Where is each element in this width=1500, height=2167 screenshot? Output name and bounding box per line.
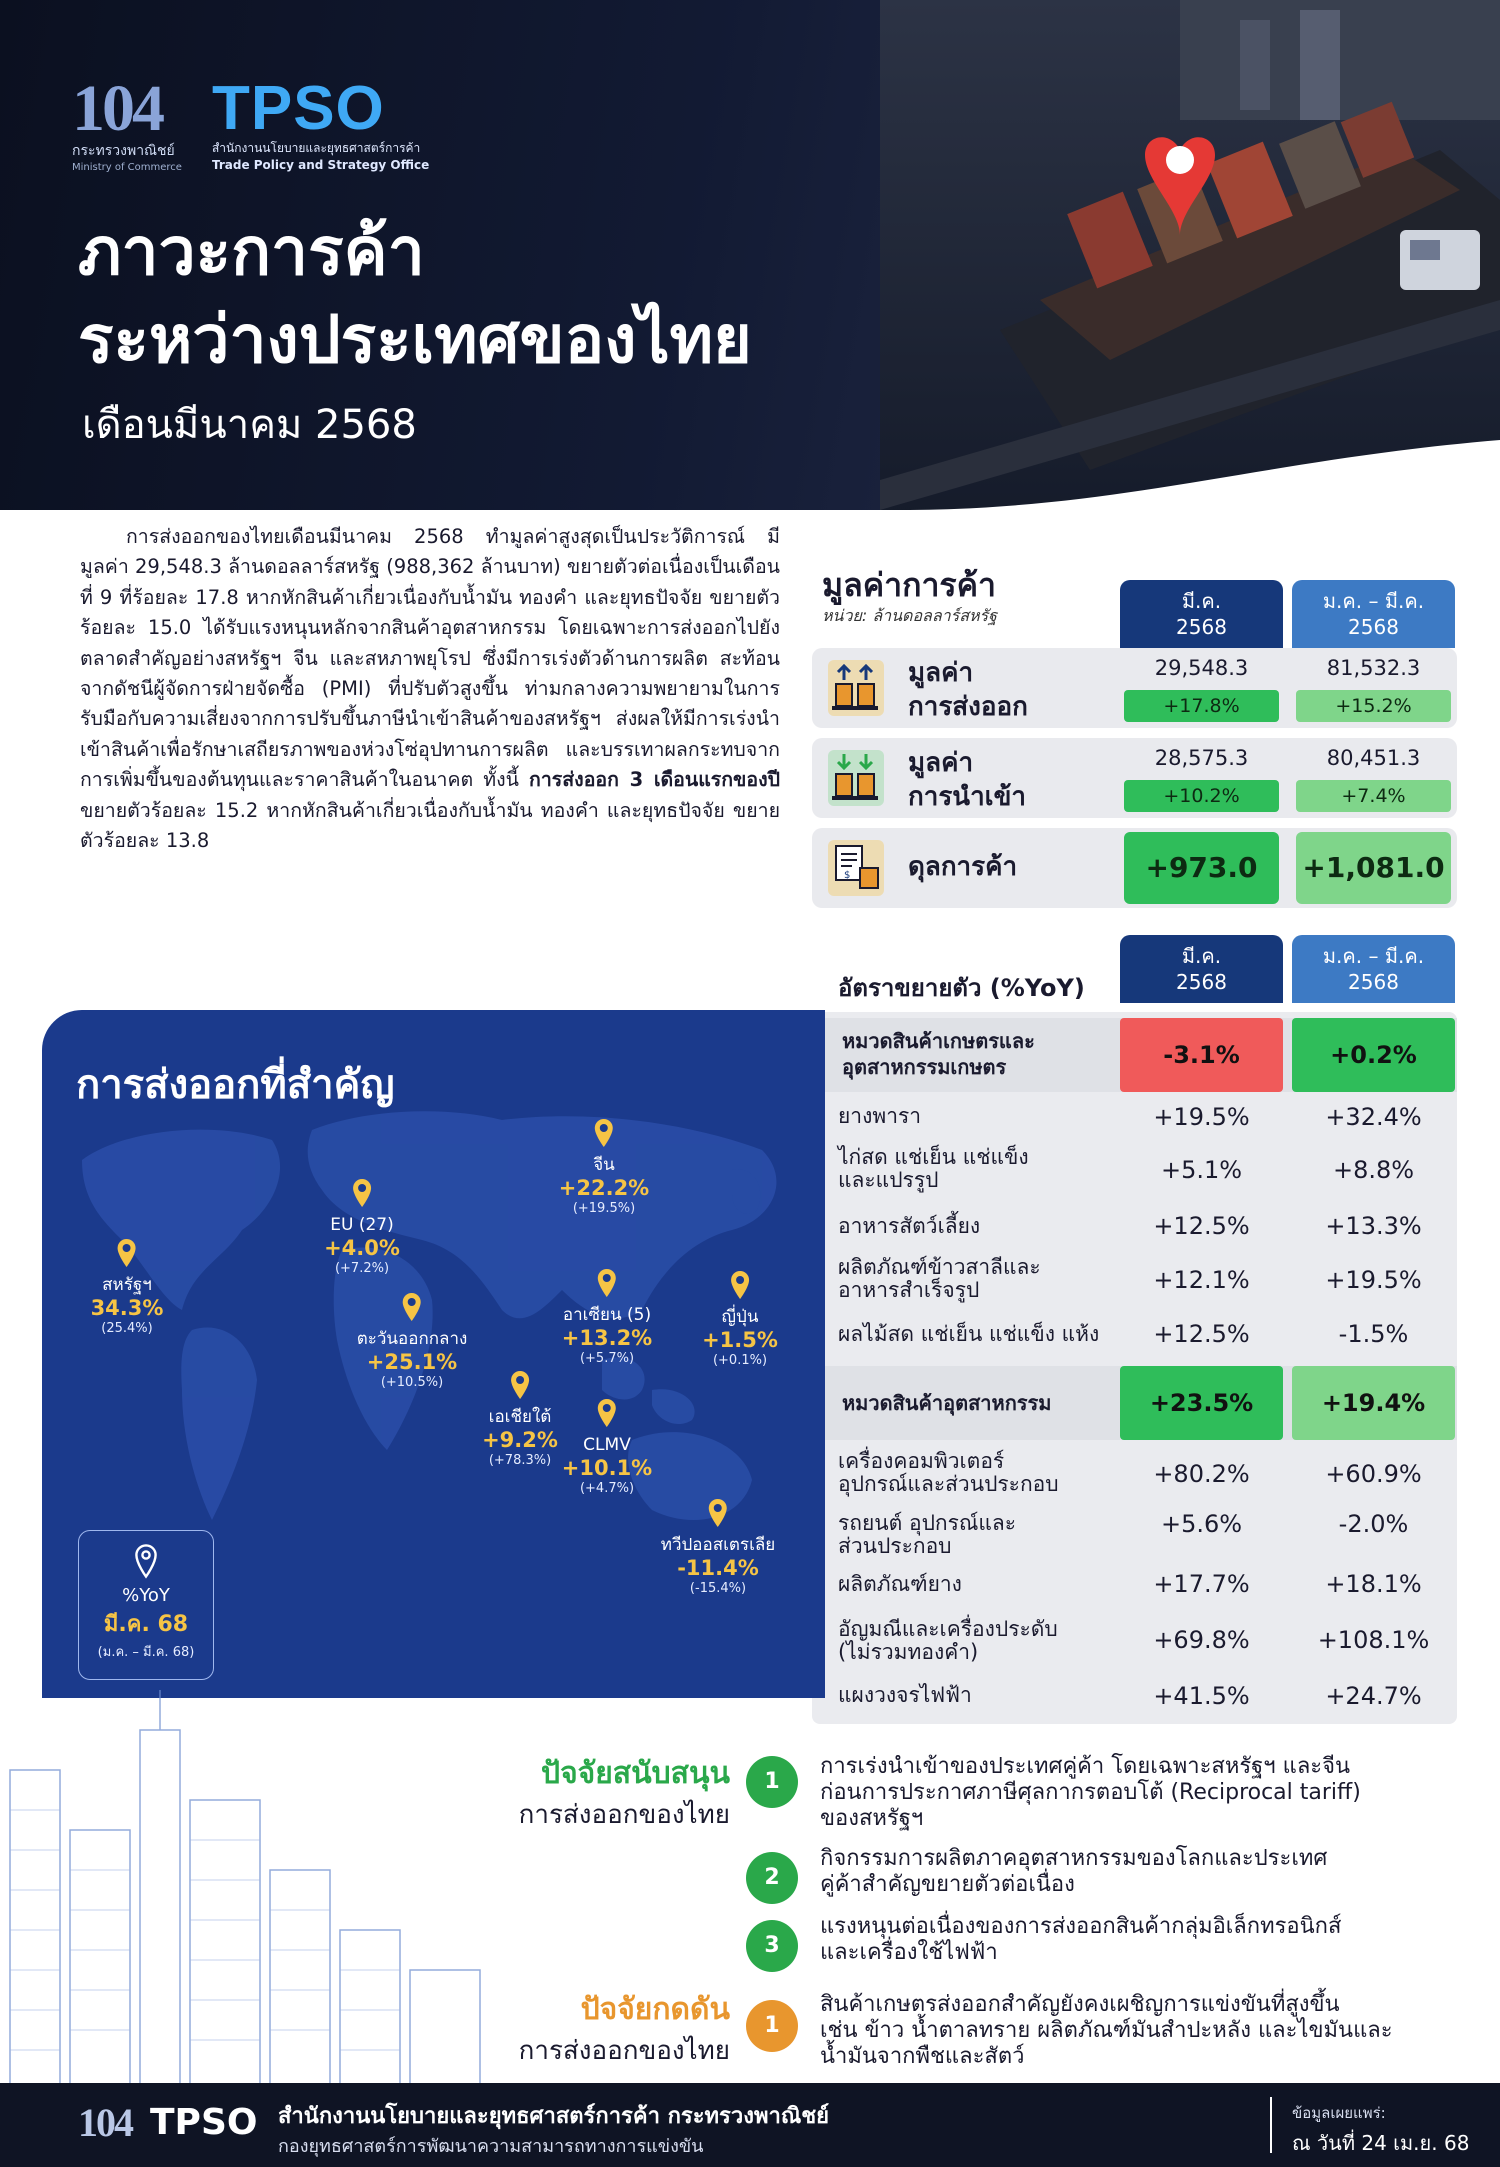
marker-pct: 34.3% [90,1296,164,1320]
support-item-2 [820,1846,1460,1898]
map-marker-middle-east [357,1292,468,1392]
map-marker-usa [91,1238,164,1338]
marker-pct: +1.5% [702,1328,778,1352]
trade-value-unit: หน่วย: ล้านดอลลาร์สหรัฐ [822,606,997,625]
industry-item-label [838,1450,1168,1496]
text-line1: สินค้าเกษตรส่งออกสำคัญยังคงเผชิญการแข่งขันที่สูงขึ้น [820,1992,1340,2017]
intro-text-1: การส่งออกของไทยเดือนมีนาคม 2568 ทำมูลค่าสูงสุดเป็นประวัติการณ์ มีมูลค่า 29,548.3 ล้านดอลลาร์สหรัฐ (988,362 ล้านบาท) ขยายตัวต่อเนื่องเป็นเดือนที่ 9 ที่ร้อยละ 17.8 หากหักสินค้าเกี่ยวเนื่องกับน้ำมัน ทองคำ และยุทธปัจจัย ขยายตัวร้อยละ 15.0 ได้รับแรงหนุนหลักจากสินค้าอุตสาหกรรม โดยเฉพาะการส่งออกไปยังตลาดสำคัญอย่างสหรัฐฯ จีน และสหภาพยุโรป ซึ่งมีการเร่งตัวด้านการผลิต สะท้อนจากดัชนีผู้จัดการฝ่ายจัดซื้อ (PMI) ที่ปรับตัวสูงขึ้น ท่ามกลางความพยายามในการรับมือกับความเสี่ยงจากการปรับขึ้นภาษีนำเข้าสินค้าของสหรัฐฯ ส่งผลให้มีการเร่งนำเข้าสินค้าเพื่อรักษาเสถียรภาพของห่วงโซ่อุปทานการผลิต และบรรเทาผลกระทบจากการเพิ่มขึ้นของต้นทุนและราคาสินค้าในอนาคต ทั้งนี้ [80,525,780,792]
moc-logo-english: Ministry of Commerce [72,162,182,173]
tpso-logo-english: Trade Policy and Strategy Office [211,158,430,172]
import-label [908,746,1026,814]
marker-pct: -11.4% [677,1556,759,1580]
agri-item-ytd: +8.8% [1332,1156,1415,1184]
agri-item-label [838,1323,1168,1346]
label-line2: การนำเข้า [908,782,1026,812]
marker-ytd: (+5.7%) [579,1351,635,1366]
moc-logo [72,72,182,173]
drag-factors-heading: ปัจจัยกดดัน [580,1992,730,2027]
growth-col-header-mar [1120,935,1283,1003]
industry-item-label [838,1512,1168,1558]
location-pin-icon [596,1268,618,1298]
map-marker-japan [702,1270,778,1370]
tpso-logo-abbr: TPSO [211,74,385,143]
footer-moc-logo: 104 [78,2100,132,2145]
location-pin-icon [351,1178,373,1208]
label-line2: อุปกรณ์และส่วนประกอบ [838,1472,1059,1496]
moc-logo-number: 104 [72,72,162,145]
location-pin-icon [116,1238,138,1268]
label-line1: รถยนต์ อุปกรณ์และ [838,1511,1017,1535]
industry-item-mar: +69.8% [1153,1626,1250,1654]
svg-text:$: $ [844,870,851,881]
text-line2: และเครื่องใช้ไฟฟ้า [820,1940,998,1965]
balance-value-ytd: +1,081.0 [1296,832,1451,904]
agri-item-mar: +12.1% [1153,1266,1250,1294]
industry-item-mar: +80.2% [1153,1460,1250,1488]
support-item-3 [820,1914,1460,1966]
marker-pct: +4.0% [324,1236,400,1260]
label-line1: ผลิตภัณฑ์ยาง [838,1572,962,1596]
marker-ytd: (+78.3%) [488,1453,552,1468]
intro-text-bold: การส่งออก 3 เดือนแรกของปี [529,768,780,792]
page-title-line2: ระหว่างประเทศของไทย [78,301,752,378]
export-value-ytd: 81,532.3 [1326,656,1421,680]
footer-org-name: สำนักงานนโยบายและยุทธศาสตร์การค้า กระทรวงพาณิชย์ [278,2104,830,2129]
marker-ytd: (+10.5%) [380,1375,444,1390]
growth-title: อัตราขยายตัว (%YoY) [838,974,1085,1002]
label-line2: อาหารสำเร็จรูป [838,1278,980,1302]
label-line1: ไก่สด แช่เย็น แช่แข็ง [838,1145,1029,1169]
label-line1: ยางพารา [838,1104,922,1128]
agri-category-label [842,1028,1035,1080]
agri-item-label [838,1215,1168,1238]
label-line2: ส่วนประกอบ [838,1534,952,1558]
industry-item-ytd: +24.7% [1325,1682,1422,1710]
col-header-line1: มี.ค. [1181,589,1222,613]
agri-item-ytd: +32.4% [1325,1103,1422,1131]
label-line1: ผลไม้สด แช่เย็น แช่แข็ง แห้ง [838,1322,1100,1346]
drag-factors-subheading: การส่งออกของไทย [518,2036,730,2066]
agri-item-mar: +19.5% [1153,1103,1250,1131]
export-label [908,656,1028,724]
footer-date-label: ข้อมูลเผยแพร่: [1292,2104,1386,2122]
legend-line2: มี.ค. 68 [103,1612,189,1637]
export-growth-mar: +17.8% [1124,690,1279,722]
marker-name: เอเชียใต้ [488,1407,552,1427]
text-line2: ก่อนการประกาศภาษีศุลกากรตอบโต้ (Reciprocal tariff) [820,1780,1361,1805]
col-header-line1: มี.ค. [1181,944,1222,968]
trade-row-export [812,648,1457,728]
trade-value-title: มูลค่าการค้า [822,566,996,604]
label-line2: (ไม่รวมทองคำ) [838,1640,979,1664]
industry-item-label [838,1618,1168,1664]
export-icon [826,658,886,718]
footer-division-name: กองยุทธศาสตร์การพัฒนาความสามารถทางการแข่งขัน [278,2136,704,2157]
balance-label: ดุลการค้า [908,852,1018,882]
marker-name: อาเซียน (5) [562,1305,652,1325]
industry-item-mar: +5.6% [1160,1510,1243,1538]
footer [0,2083,1500,2167]
marker-name: ญี่ปุ่น [721,1307,759,1327]
location-pin-icon [593,1118,615,1148]
marker-pct: +10.1% [561,1456,653,1480]
growth-agri-category [812,1018,1457,1092]
export-map-panel [42,1010,825,1698]
marker-pct: +22.2% [558,1176,650,1200]
logo-group [72,72,430,173]
label-line2: และแปรรูป [838,1168,939,1192]
support-item-1 [820,1754,1460,1832]
page-subtitle: เดือนมีนาคม 2568 [82,402,417,448]
export-value-mar: 29,548.3 [1154,656,1249,680]
industry-category-label: หมวดสินค้าอุตสาหกรรม [842,1391,1052,1415]
text-line3: ของสหรัฐฯ [820,1806,924,1831]
map-title: การส่งออกที่สำคัญ [76,1062,395,1108]
col-header-line2: 2568 [1176,970,1227,994]
map-marker-south-asia [482,1370,558,1470]
text-line1: การเร่งนำเข้าของประเทศคู่ค้า โดยเฉพาะสหรัฐฯ และจีน [820,1754,1351,1779]
import-growth-mar: +10.2% [1124,780,1279,812]
legend-line3: (ม.ค. – มี.ค. 68) [97,1645,195,1660]
marker-ytd: (+0.1%) [712,1353,768,1368]
agri-growth-mar: -3.1% [1120,1018,1283,1092]
balance-value-mar: +973.0 [1124,832,1279,904]
marker-name: จีน [593,1155,615,1175]
agri-growth-ytd: +0.2% [1292,1018,1455,1092]
marker-name: CLMV [583,1435,631,1455]
label-line1: มูลค่า [908,658,974,688]
trade-col-header-mar [1120,580,1283,648]
map-marker-eu [324,1178,400,1278]
page-title-line1: ภาวะการค้า [78,213,425,290]
marker-name: EU (27) [330,1215,394,1235]
label-line2: อุตสาหกรรมเกษตร [842,1055,1007,1079]
text-line2: คู่ค้าสำคัญขยายตัวต่อเนื่อง [820,1872,1075,1897]
map-legend [78,1530,214,1680]
tpso-logo-thai: สำนักงานนโยบายและยุทธศาสตร์การค้า [211,141,421,155]
agri-item-mar: +12.5% [1153,1212,1250,1240]
legend-line1: %YoY [122,1585,170,1606]
agri-item-label [838,1146,1168,1192]
label-line1: อัญมณีและเครื่องประดับ [838,1617,1058,1641]
location-pin-icon [401,1292,423,1322]
growth-col-header-ytd [1292,935,1455,1003]
map-marker-asean [562,1268,652,1368]
location-pin-icon [509,1370,531,1400]
agri-item-mar: +5.1% [1160,1156,1243,1184]
map-marker-clmv [562,1398,652,1498]
support-number-1: 1 [746,1756,798,1808]
marker-pct: +9.2% [482,1428,558,1452]
label-line1: แผงวงจรไฟฟ้า [838,1683,972,1707]
location-pin-icon [707,1498,729,1528]
marker-name: ตะวันออกกลาง [356,1329,468,1349]
col-header-line1: ม.ค. – มี.ค. [1322,944,1425,968]
text-line3: น้ำมันจากพืชและสัตว์ [820,2044,1025,2069]
text-line1: กิจกรรมการผลิตภาคอุตสาหกรรมของโลกและประเทศ [820,1846,1328,1871]
text-line1: แรงหนุนต่อเนื่องของการส่งออกสินค้ากลุ่มอิเล็กทรอนิกส์ [820,1914,1342,1939]
export-growth-ytd: +15.2% [1296,690,1451,722]
growth-industry-category [812,1366,1457,1440]
tpso-logo [211,74,430,172]
label-line1: เครื่องคอมพิวเตอร์ [838,1449,1005,1473]
marker-pct: +13.2% [561,1326,653,1350]
footer-divider [1270,2097,1272,2153]
col-header-line2: 2568 [1348,615,1399,639]
marker-name: ทวีปออสเตรเลีย [660,1535,776,1555]
footer-date: ณ วันที่ 24 เม.ย. 68 [1292,2131,1470,2155]
marker-ytd: (+4.7%) [579,1481,635,1496]
footer-logos [78,2099,257,2146]
import-icon [826,748,886,808]
industry-growth-ytd: +19.4% [1292,1366,1455,1440]
trade-row-import [812,738,1457,818]
marker-ytd: (+19.5%) [572,1201,636,1216]
industry-item-ytd: -2.0% [1338,1510,1409,1538]
drag-number-1: 1 [746,2000,798,2052]
intro-text-2: ขยายตัวร้อยละ 15.2 หากหักสินค้าเกี่ยวเนื่องกับน้ำมัน ทองคำ และยุทธปัจจัย ขยายตัวร้อยละ 13.8 [80,798,780,853]
agri-item-ytd: +13.3% [1325,1212,1422,1240]
label-line2: การส่งออก [908,692,1028,722]
location-pin-icon [596,1398,618,1428]
marker-ytd: (+7.2%) [334,1261,390,1276]
industry-item-mar: +17.7% [1153,1570,1250,1598]
map-marker-china [559,1118,649,1218]
support-factors-subheading: การส่งออกของไทย [518,1800,730,1830]
industry-item-ytd: +18.1% [1325,1570,1422,1598]
label-line1: หมวดสินค้าเกษตรและ [842,1029,1035,1053]
agri-item-ytd: +19.5% [1325,1266,1422,1294]
marker-ytd: (25.4%) [101,1321,153,1336]
footer-tpso-logo: TPSO [150,2102,258,2143]
import-value-mar: 28,575.3 [1154,746,1249,770]
col-header-line2: 2568 [1176,615,1227,639]
agri-item-label [838,1105,1168,1128]
marker-pct: +25.1% [366,1350,458,1374]
intro-paragraph [80,522,780,856]
city-skyline-illustration [0,1690,490,2090]
import-value-ytd: 80,451.3 [1326,746,1421,770]
balance-icon [826,838,886,898]
import-growth-ytd: +7.4% [1296,780,1451,812]
location-pin-icon [729,1270,751,1300]
industry-item-ytd: +108.1% [1317,1626,1430,1654]
col-header-line1: ม.ค. – มี.ค. [1322,589,1425,613]
location-pin-outline-icon [132,1543,160,1579]
marker-name: สหรัฐฯ [102,1275,152,1295]
drag-item-1 [820,1992,1460,2070]
hero-banner [0,0,1500,540]
support-number-3: 3 [746,1920,798,1972]
industry-item-label [838,1684,1168,1707]
support-factors-heading: ปัจจัยสนับสนุน [541,1756,730,1791]
trade-row-balance [812,828,1457,908]
industry-item-mar: +41.5% [1153,1682,1250,1710]
industry-growth-mar: +23.5% [1120,1366,1283,1440]
marker-ytd: (-15.4%) [689,1581,747,1596]
industry-item-ytd: +60.9% [1325,1460,1422,1488]
agri-item-mar: +12.5% [1153,1320,1250,1348]
label-line1: มูลค่า [908,748,974,778]
agri-item-ytd: -1.5% [1338,1320,1409,1348]
moc-logo-thai: กระทรวงพาณิชย์ [72,143,175,159]
col-header-line2: 2568 [1348,970,1399,994]
map-marker-australia [661,1498,776,1598]
text-line2: เช่น ข้าว น้ำตาลทราย ผลิตภัณฑ์มันสำปะหลัง และไขมันและ [820,2018,1393,2043]
trade-col-header-ytd [1292,580,1455,648]
industry-item-label [838,1573,1168,1596]
label-line1: ผลิตภัณฑ์ข้าวสาลีและ [838,1255,1041,1279]
agri-item-label [838,1256,1168,1302]
support-number-2: 2 [746,1852,798,1904]
label-line1: อาหารสัตว์เลี้ยง [838,1214,981,1238]
